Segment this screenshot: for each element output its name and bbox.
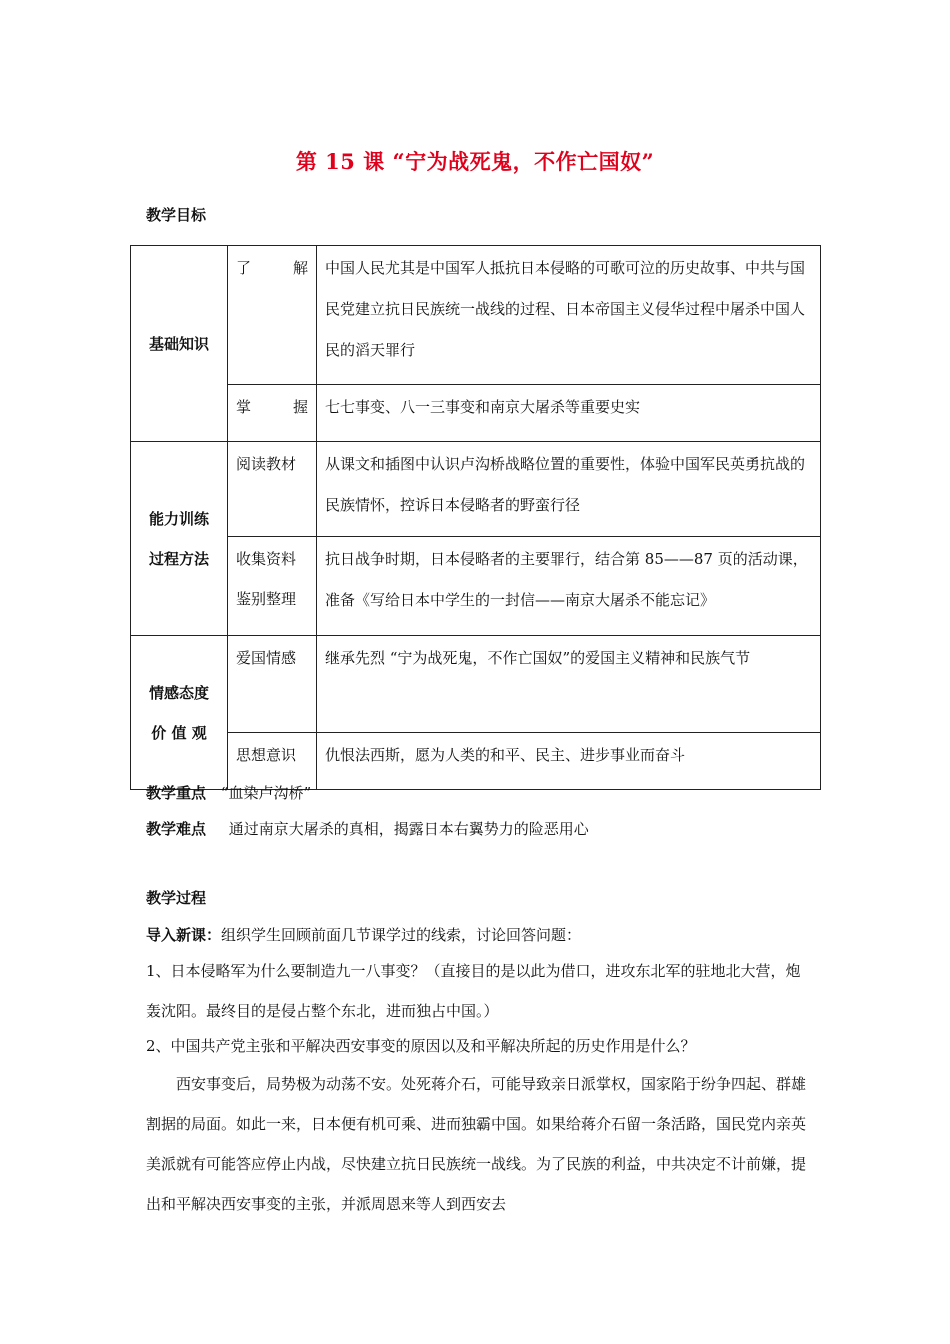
sublabel-collect [228, 537, 317, 636]
category-emotion-line2: 价 值 观 [151, 723, 207, 742]
objective-text: 继承先烈 “宁为战死鬼，不作亡国奴”的爱国主义精神和民族气节 [317, 636, 821, 733]
category-ability-line1: 能力训练 [148, 509, 209, 528]
intro-text: 组织学生回顾前面几节课学过的线索，讨论回答问题： [221, 926, 582, 944]
objective-text: 抗日战争时期，日本侵略者的主要罪行，结合第 85——87 页的活动课，准备《写给日本中学生的一封信——南京大屠杀不能忘记》 [317, 537, 821, 636]
key-point-text: “血染卢沟桥” [220, 784, 312, 802]
difficulty-label: 教学难点 [146, 820, 207, 838]
category-emotion-line1: 情感态度 [148, 683, 209, 702]
intro-label: 导入新课： [146, 926, 222, 944]
process-heading: 教学过程 [146, 889, 207, 907]
sublabel-reading: 阅读教材 [228, 442, 317, 537]
sublabel-collect-line1: 收集资料 [236, 550, 297, 568]
category-ability-line2: 过程方法 [148, 549, 209, 568]
sublabel-collect-line2: 鉴别整理 [236, 590, 297, 608]
sublabel-understand: 了 解 [228, 246, 317, 385]
objective-text: 中国人民尤其是中国军人抵抗日本侵略的可歌可泣的历史故事、中共与国民党建立抗日民族统一战线的过程、日本帝国主义侵华过程中屠杀中国人民的滔天罪行 [317, 246, 821, 385]
objective-text: 从课文和插图中认识卢沟桥战略位置的重要性，体验中国军民英勇抗战的民族情怀，控诉日本侵略者的野蛮行径 [317, 442, 821, 537]
sublabel-patriotism: 爱国情感 [228, 636, 317, 733]
difficulty-line [146, 818, 589, 839]
question-1: 1、日本侵略军为什么要制造九一八事变？（直接目的是以此为借口，进攻东北军的驻地北大营，炮轰沈阳。最终目的是侵占整个东北，进而独占中国。） [146, 962, 801, 1020]
sublabel-ideology: 思想意识 [228, 733, 317, 790]
key-point-line [146, 782, 311, 803]
body-paragraph: 西安事变后，局势极为动荡不安。处死蒋介石，可能导致亲日派掌权，国家陷于纷争四起、群雄割据的局面。如此一来，日本便有机可乘、进而独霸中国。如果给蒋介石留一条活路，国民党内亲英美派就有可能答应停止内战，尽快建立抗日民族统一战线。为了民族的利益，中共决定不计前嫌，提出和平解决西安事变的主张，并派周恩来等人到西安去 [146, 1075, 807, 1213]
lesson-title: 第 15 课 “宁为战死鬼，不作亡国奴” [295, 149, 655, 174]
sublabel-master: 掌 握 [228, 385, 317, 442]
objective-text: 仇恨法西斯，愿为人类的和平、民主、进步事业而奋斗 [317, 733, 821, 790]
difficulty-text: 通过南京大屠杀的真相，揭露日本右翼势力的险恶用心 [228, 820, 589, 838]
intro-line [146, 924, 581, 945]
category-emotion [131, 636, 228, 790]
key-point-label: 教学重点 [146, 784, 207, 802]
question-2: 2、中国共产党主张和平解决西安事变的原因以及和平解决所起的历史作用是什么？ [146, 1037, 696, 1055]
category-knowledge: 基础知识 [131, 246, 228, 442]
category-ability [131, 442, 228, 636]
objectives-heading: 教学目标 [146, 206, 207, 224]
objective-text: 七七事变、八一三事变和南京大屠杀等重要史实 [317, 385, 821, 442]
objectives-table [130, 245, 821, 790]
